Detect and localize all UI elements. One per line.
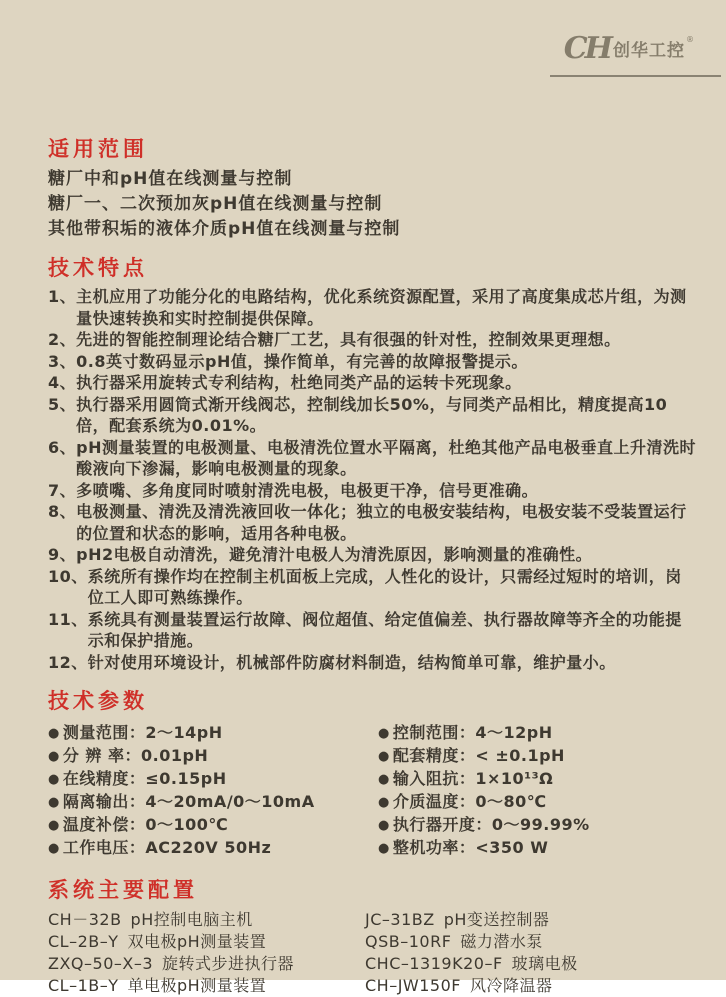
feature-item xyxy=(48,544,698,566)
feature-item xyxy=(48,329,698,351)
feature-number: 1、 xyxy=(48,287,77,306)
section-scope xyxy=(48,136,698,242)
param-value: AC220V 50Hz xyxy=(145,838,272,857)
params-left-column xyxy=(48,722,378,860)
param-label: 在线精度： xyxy=(62,769,146,788)
config-row xyxy=(365,975,698,997)
param-label: 测量范围： xyxy=(62,723,146,742)
bullet-icon: ● xyxy=(48,795,60,810)
feature-number: 2、 xyxy=(48,330,77,349)
config-row xyxy=(48,953,365,975)
brand-monogram-icon: CH xyxy=(563,31,610,66)
param-row xyxy=(48,837,378,860)
config-row xyxy=(365,931,698,953)
feature-text: 执行器采用圆筒式渐开线阀芯，控制线加长50%，与同类产品相比，精度提高10倍，配套系统为0.01%。 xyxy=(76,394,668,435)
config-model: QSB–10RF xyxy=(365,932,452,951)
section-features xyxy=(48,255,698,673)
feature-item xyxy=(48,351,698,373)
bullet-icon: ● xyxy=(48,841,60,856)
features-title: 技术特点 xyxy=(48,256,148,280)
config-row xyxy=(365,953,698,975)
registered-trademark-icon: ® xyxy=(686,35,694,44)
param-row xyxy=(378,837,698,860)
param-value: ≤0.15pH xyxy=(145,769,227,788)
config-desc: 旋转式步进执行器 xyxy=(162,954,295,973)
feature-number: 10、 xyxy=(48,566,88,586)
config-desc: 磁力潜水泵 xyxy=(460,932,543,951)
feature-number: 7、 xyxy=(48,480,77,500)
param-row xyxy=(378,722,698,745)
feature-number: 5、 xyxy=(48,394,77,414)
config-row xyxy=(48,909,365,931)
feature-number: 3、 xyxy=(48,351,77,371)
param-value: 0～100℃ xyxy=(145,815,229,834)
config-desc: 玻璃电极 xyxy=(511,954,578,973)
param-label: 整机功率： xyxy=(392,838,476,857)
params-columns xyxy=(48,722,698,860)
feature-item xyxy=(48,437,698,480)
param-value: 0～99.99% xyxy=(491,815,590,834)
feature-text: 系统具有测量装置运行故障、阀位超值、给定值偏差、执行器故障等齐全的功能提示和保护措施。 xyxy=(87,609,682,650)
feature-item xyxy=(48,286,698,329)
feature-text: 先进的智能控制理论结合糖厂工艺，具有很强的针对性，控制效果更理想。 xyxy=(76,330,621,349)
feature-text: 多喷嘴、多角度同时喷射清洗电极，电极更干净，信号更准确。 xyxy=(76,480,539,500)
param-label: 隔离输出： xyxy=(62,792,146,811)
config-model: CHC–1319K20–F xyxy=(365,954,503,973)
config-model: ZXQ–50–X–3 xyxy=(48,954,154,973)
bullet-icon: ● xyxy=(378,795,390,810)
config-title: 系统主要配置 xyxy=(48,878,198,902)
section-config xyxy=(48,877,698,997)
config-row xyxy=(48,975,365,997)
bullet-icon: ● xyxy=(378,841,390,856)
feature-item xyxy=(48,394,698,437)
param-row xyxy=(378,814,698,837)
bullet-icon: ● xyxy=(48,772,60,787)
param-row xyxy=(378,791,698,814)
feature-text: 电极测量、清洗及清洗液回收一体化；独立的电极安装结构，电极安装不受装置运行的位置和状态的影响，适用各种电极。 xyxy=(76,502,687,543)
bullet-icon: ● xyxy=(48,749,60,764)
param-row xyxy=(48,745,378,768)
feature-text: 0.8英寸数码显示pH值，操作简单，有完善的故障报警提示。 xyxy=(76,351,528,371)
bullet-icon: ● xyxy=(378,726,390,741)
bullet-icon: ● xyxy=(378,772,390,787)
feature-text: pH测量装置的电极测量、电极清洗位置水平隔离，杜绝其他产品电极垂直上升清洗时酸液向下渗漏，影响电极测量的现象。 xyxy=(76,437,696,478)
config-desc: 风冷降温器 xyxy=(469,976,553,995)
feature-number: 9、 xyxy=(48,545,77,564)
param-value: <350 W xyxy=(475,838,549,857)
feature-item xyxy=(48,501,698,544)
param-value: 4～20mA/0～10mA xyxy=(145,792,315,811)
scope-line: 糖厂中和pH值在线测量与控制 xyxy=(48,169,293,189)
feature-item xyxy=(48,609,698,652)
scope-title: 适用范围 xyxy=(48,137,148,161)
config-desc: pH变送控制器 xyxy=(443,910,550,929)
config-columns xyxy=(48,909,698,997)
config-desc: pH控制电脑主机 xyxy=(130,910,253,929)
param-label: 配套精度： xyxy=(392,746,476,765)
feature-number: 6、 xyxy=(48,437,77,457)
header-divider xyxy=(550,75,721,77)
param-value: 2～14pH xyxy=(145,723,223,742)
param-label: 输入阻抗： xyxy=(392,769,476,788)
scope-lines xyxy=(48,167,698,242)
features-list xyxy=(48,286,698,673)
param-value: < ±0.1pH xyxy=(475,746,565,765)
scope-line: 糖厂一、二次预加灰pH值在线测量与控制 xyxy=(48,194,383,214)
param-row xyxy=(48,814,378,837)
param-label: 分 辨 率： xyxy=(62,746,141,765)
bullet-icon: ● xyxy=(48,818,60,833)
config-desc: 双电极pH测量装置 xyxy=(127,932,267,951)
config-row xyxy=(48,931,365,953)
bullet-icon: ● xyxy=(378,749,390,764)
param-label: 介质温度： xyxy=(392,792,476,811)
params-right-column xyxy=(378,722,698,860)
feature-number: 12、 xyxy=(48,652,88,672)
param-label: 工作电压： xyxy=(62,838,146,857)
bullet-icon: ● xyxy=(378,818,390,833)
config-model: CL–2B–Y xyxy=(48,932,119,951)
param-row xyxy=(48,791,378,814)
feature-text: 针对使用环境设计，机械部件防腐材料制造，结构简单可靠，维护量小。 xyxy=(87,652,616,672)
param-value: 0～80℃ xyxy=(475,792,547,811)
param-label: 控制范围： xyxy=(392,723,476,742)
params-title: 技术参数 xyxy=(48,689,148,713)
param-label: 执行器开度： xyxy=(392,815,492,834)
feature-text: pH2电极自动清洗，避免清汁电极人为清洗原因，影响测量的准确性。 xyxy=(76,545,593,564)
param-row xyxy=(378,745,698,768)
config-model: CH－32B xyxy=(48,910,122,929)
param-label: 温度补偿： xyxy=(62,815,146,834)
feature-number: 4、 xyxy=(48,373,77,392)
feature-text: 执行器采用旋转式专利结构，杜绝同类产品的运转卡死现象。 xyxy=(76,373,522,392)
brand-name: 创华工控 xyxy=(613,41,685,61)
param-value: 4～12pH xyxy=(475,723,553,742)
feature-item xyxy=(48,566,698,609)
scope-line: 其他带积垢的液体介质pH值在线测量与控制 xyxy=(48,219,401,239)
config-right-column xyxy=(365,909,698,997)
config-desc: 单电极pH测量装置 xyxy=(127,976,267,995)
section-params xyxy=(48,688,698,860)
config-model: JC–31BZ xyxy=(365,910,435,929)
brand-logo xyxy=(563,31,694,66)
config-row xyxy=(365,909,698,931)
config-model: CL–1B–Y xyxy=(48,976,119,995)
param-value: 1×10¹³Ω xyxy=(475,769,554,788)
param-row xyxy=(378,768,698,791)
config-model: CH–JW150F xyxy=(365,976,461,995)
feature-item xyxy=(48,652,698,674)
bullet-icon: ● xyxy=(48,726,60,741)
document-content xyxy=(48,136,698,997)
feature-text: 系统所有操作均在控制主机面板上完成，人性化的设计，只需经过短时的培训，岗位工人即可熟练操作。 xyxy=(87,566,682,607)
feature-item xyxy=(48,480,698,502)
param-row xyxy=(48,722,378,745)
feature-item xyxy=(48,372,698,394)
feature-number: 11、 xyxy=(48,609,88,629)
param-value: 0.01pH xyxy=(141,746,209,765)
param-row xyxy=(48,768,378,791)
config-left-column xyxy=(48,909,365,997)
feature-number: 8、 xyxy=(48,502,77,521)
feature-text: 主机应用了功能分化的电路结构，优化系统资源配置，采用了高度集成芯片组，为测量快速转换和实时控制提供保障。 xyxy=(76,287,687,328)
